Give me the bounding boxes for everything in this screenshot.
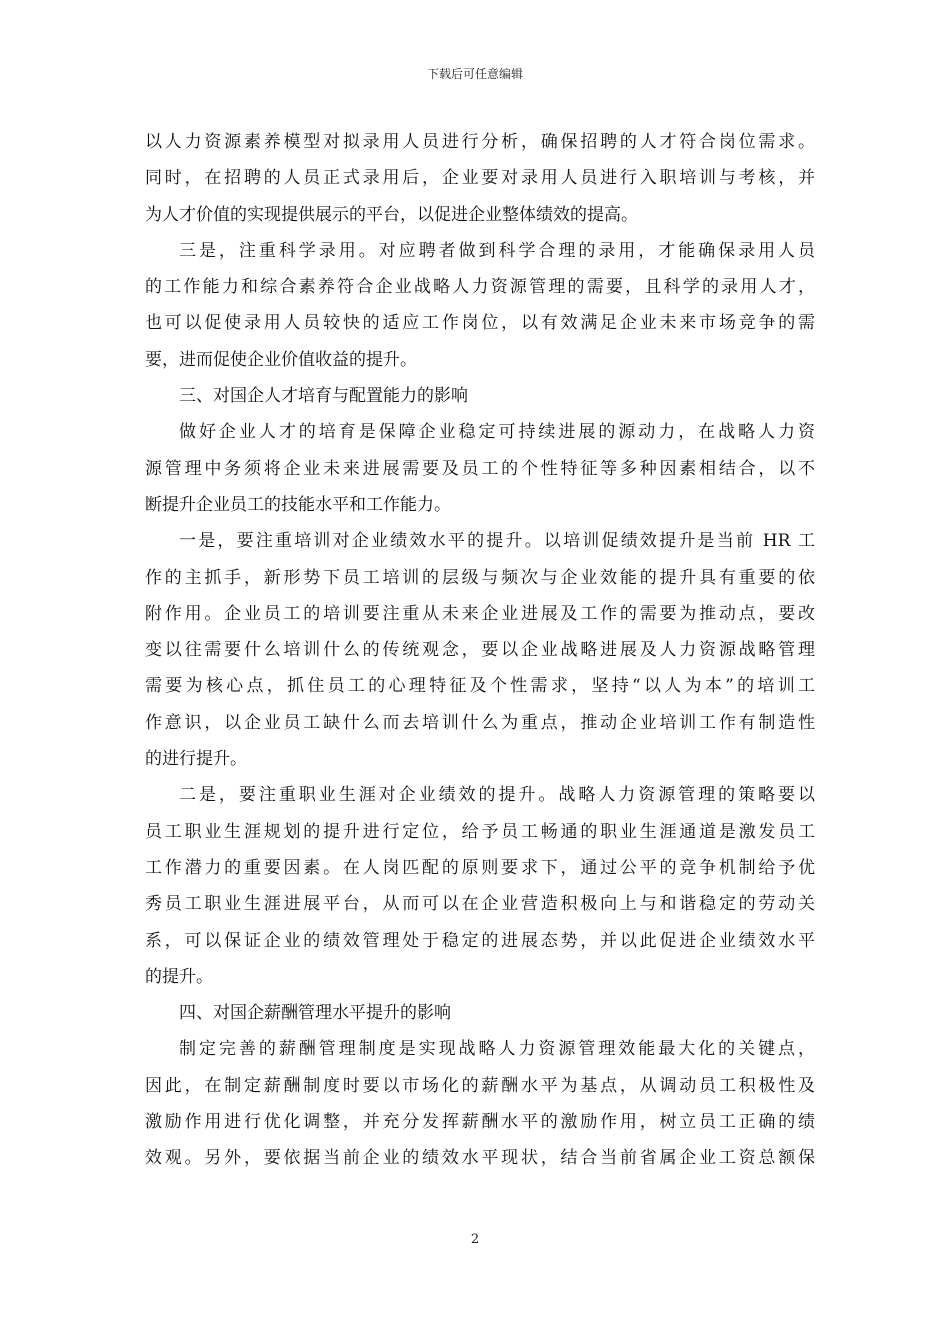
text-line: 一是，要注重培训对企业绩效水平的提升。以培训促绩效提升是当前 HR 工	[179, 531, 815, 552]
text-line: 三、对国企人才培育与配置能力的影响	[179, 386, 468, 407]
text-line: 三是，注重科学录用。对应聘者做到科学合理的录用，才能确保录用人员	[179, 240, 815, 261]
text-line: 二是，要注重职业生涯对企业绩效的提升。战略人力资源管理的策略要以	[179, 785, 815, 806]
text-line: 附作用。企业员工的培训要注重从未来企业进展及工作的需要为推动点，要改	[145, 603, 815, 624]
text-line: 也可以促使录用人员较快的适应工作岗位，以有效满足企业未来市场竞争的需	[145, 313, 815, 334]
text-line: 四、对国企薪酬管理水平提升的影响	[179, 1003, 451, 1024]
text-line: 的工作能力和综合素养符合企业战略人力资源管理的需要，且科学的录用人才，	[145, 277, 815, 298]
text-line: 因此，在制定薪酬制度时要以市场化的薪酬水平为基点，从调动员工积极性及	[145, 1075, 815, 1096]
text-line: 效观。另外，要依据当前企业的绩效水平现状，结合当前省属企业工资总额保	[145, 1148, 815, 1169]
text-line: 工作潜力的重要因素。在人岗匹配的原则要求下，通过公平的竞争机制给予优	[145, 857, 815, 878]
text-line: 断提升企业员工的技能水平和工作能力。	[145, 494, 451, 515]
text-line: 要，进而促使企业价值收益的提升。	[145, 349, 417, 370]
text-line: 源管理中务须将企业未来进展需要及员工的个性特征等多种因素相结合，以不	[145, 458, 815, 479]
text-line: 的进行提升。	[145, 749, 247, 770]
text-line: 变以往需要什么培训什么的传统观念，要以企业战略进展及人力资源战略管理	[145, 640, 815, 661]
text-line: 员工职业生涯规划的提升进行定位，给予员工畅通的职业生涯通道是激发员工	[145, 821, 815, 842]
text-line: 秀员工职业生涯进展平台，从而可以在企业营造积极向上与和谐稳定的劳动关	[145, 894, 815, 915]
text-line: 激励作用进行优化调整，并充分发挥薪酬水平的激励作用，树立员工正确的绩	[145, 1112, 815, 1133]
text-line: 以人力资源素养模型对拟录用人员进行分析，确保招聘的人才符合岗位需求。	[145, 132, 815, 152]
text-line: 为人才价值的实现提供展示的平台，以促进企业整体绩效的提高。	[145, 204, 638, 225]
page-header: 下载后可任意编辑	[426, 67, 523, 81]
text-line: 作的主抓手，新形势下员工培训的层级与频次与企业效能的提升具有重要的依	[145, 567, 815, 588]
text-line: 的提升。	[145, 966, 213, 987]
text-line: 制定完善的薪酬管理制度是实现战略人力资源管理效能最大化的关键点，	[179, 1039, 815, 1060]
text-line: 同时，在招聘的人员正式录用后，企业要对录用人员进行入职培训与考核，并	[145, 168, 815, 189]
text-line: 系，可以保证企业的绩效管理处于稳定的进展态势，并以此促进企业绩效水平	[145, 930, 815, 951]
text-line: 做好企业人才的培育是保障企业稳定可持续进展的源动力，在战略人力资	[179, 422, 815, 443]
text-line: 作意识，以企业员工缺什么而去培训什么为重点，推动企业培训工作有制造性	[145, 712, 815, 733]
page-number: 2	[470, 1232, 480, 1247]
document-body	[145, 124, 815, 1177]
text-line: 需要为核心点，抓住员工的心理特征及个性需求，坚持“以人为本”的培训工	[145, 676, 815, 697]
